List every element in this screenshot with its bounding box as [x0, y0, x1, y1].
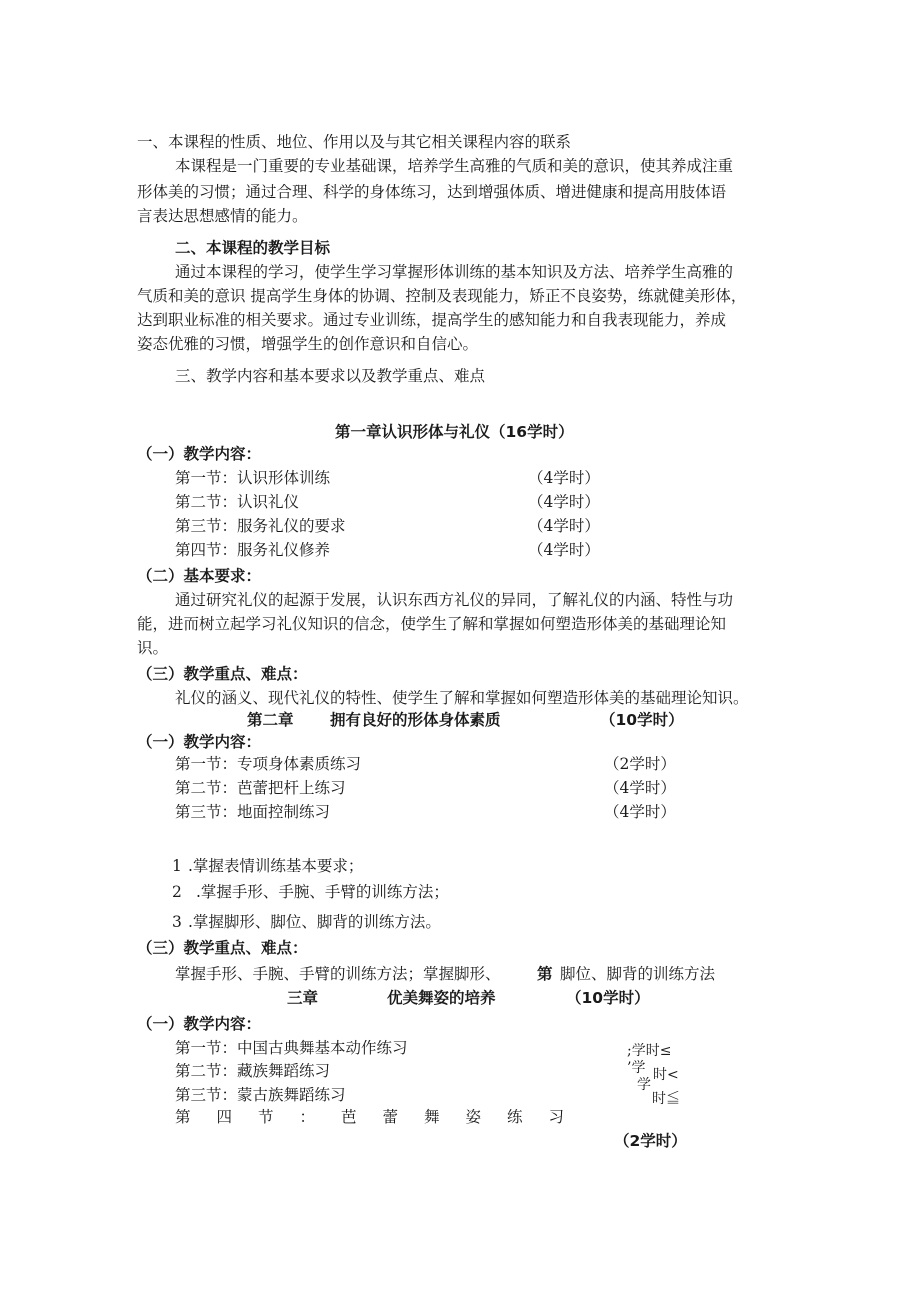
section-1-heading: 一、本课程的性质、地位、作用以及与其它相关课程内容的联系 [137, 133, 572, 151]
chapter-3-item-4-hours: （2学时） [614, 1132, 687, 1150]
chapter-1-item-hours: （4学时） [528, 517, 600, 535]
chapter-3-item: 第一节：中国古典舞基本动作练习 [175, 1039, 408, 1057]
chapter-2-content-label: （一）教学内容： [137, 733, 262, 751]
section-2-heading: 二、本课程的教学目标 [175, 239, 331, 257]
chapter-1-content-label: （一）教学内容： [137, 445, 262, 463]
chapter-1-item-hours: （4学时） [528, 541, 600, 559]
chapter-2-item: 第三节：地面控制练习 [175, 803, 331, 821]
chapter-1-req-line: 识。 [137, 639, 169, 657]
section-2-para-line: 达到职业标准的相关要求。通过专业训练，提高学生的感知能力和自我表现能力，养成 [137, 311, 727, 329]
chapter-3-content-label: （一）教学内容： [137, 1015, 262, 1033]
chapter-1-item-hours: （4学时） [528, 469, 600, 487]
section-3-heading: 三、教学内容和基本要求以及教学重点、难点 [175, 367, 486, 385]
chapter-2-title-number: 第二章 [247, 711, 294, 729]
chapter-2-item: 第二节：芭蕾把杆上练习 [175, 779, 346, 797]
chapter-2-req-text: .掌握表情训练基本要求； [188, 857, 364, 875]
chapter-3-title-number-part: 第 [537, 965, 553, 983]
chapter-2-req-text: .掌握手形、手腕、手臂的训练方法； [196, 883, 449, 901]
chapter-1-item: 第二节：认识礼仪 [175, 493, 300, 511]
chapter-1-req-label: （二）基本要求： [137, 567, 262, 585]
section-1-para-line: 本课程是一门重要的专业基础课，培养学生高雅的气质和美的意识，使其养成注重 [175, 157, 734, 175]
section-2-para-line: 气质和美的意识 提高学生身体的协调、控制及表现能力，矫正不良姿势，练就健美形体， [137, 287, 747, 305]
chapter-1-key-text: 礼仪的涵义、现代礼仪的特性、使学生了解和掌握如何塑造形体美的基础理论知识。 [175, 689, 749, 707]
chapter-1-item-hours: （4学时） [528, 493, 600, 511]
chapter-2-key-text: 掌握手形、手腕、手臂的训练方法；掌握脚形、 [175, 965, 501, 983]
chapter-1-item: 第三节：服务礼仪的要求 [175, 517, 346, 535]
chapter-1-req-line: 通过研究礼仪的起源于发展，认识东西方礼仪的异同，了解礼仪的内涵、特性与功 [175, 591, 734, 609]
chapter-3-item: 第二节：藏族舞蹈练习 [175, 1062, 331, 1080]
chapter-2-req-number: 2 [172, 883, 182, 901]
chapter-2-key-label: （三）教学重点、难点： [137, 939, 308, 957]
chapter-2-req-number: 1 [172, 857, 182, 875]
chapter-2-item: 第一节：专项身体素质练习 [175, 755, 362, 773]
chapter-3-title: 优美舞姿的培养 [387, 989, 496, 1007]
chapter-1-item: 第四节：服务礼仪修养 [175, 541, 331, 559]
garbled-hours-text: ’学 [627, 1060, 646, 1076]
chapter-3-title-number: 三章 [287, 989, 319, 1007]
chapter-2-req-text: .掌握脚形、脚位、脚背的训练方法。 [188, 913, 441, 931]
chapter-2-req-number: 3 [172, 913, 182, 931]
chapter-2-item-hours: （4学时） [604, 803, 676, 821]
chapter-3-item-4: 第四节：芭蕾舞姿练习 [175, 1108, 591, 1126]
garbled-hours-text: ;学时≤ [627, 1043, 672, 1059]
garbled-hours-text: 学 [637, 1077, 651, 1093]
chapter-1-item: 第一节：认识形体训练 [175, 469, 331, 487]
chapter-1-key-label: （三）教学重点、难点： [137, 665, 308, 683]
section-1-para-line: 形体美的习惯；通过合理、科学的身体练习，达到增强体质、增进健康和提高用肢体语 [137, 183, 727, 201]
section-2-para-line: 姿态优雅的习惯，增强学生的创作意识和自信心。 [137, 335, 479, 353]
garbled-hours-text: 时< [653, 1067, 679, 1083]
chapter-1-title: 第一章认识形体与礼仪（16学时） [335, 423, 574, 441]
chapter-3-title-hours: （10学时） [566, 989, 650, 1007]
section-2-para-line: 通过本课程的学习，使学生学习掌握形体训练的基本知识及方法、培养学生高雅的 [175, 263, 734, 281]
chapter-2-item-hours: （4学时） [604, 779, 676, 797]
chapter-1-req-line: 能，进而树立起学习礼仪知识的信念，使学生了解和掌握如何塑造形体美的基础理论知 [137, 615, 727, 633]
chapter-2-item-hours: （2学时） [604, 755, 676, 773]
section-1-para-line: 言表达思想感情的能力。 [137, 207, 308, 225]
chapter-2-title-hours: （10学时） [600, 711, 684, 729]
chapter-2-key-text: 脚位、脚背的训练方法 [560, 965, 716, 983]
chapter-3-item: 第三节：蒙古族舞蹈练习 [175, 1086, 346, 1104]
chapter-2-title: 拥有良好的形体身体素质 [330, 711, 501, 729]
garbled-hours-text: 时≦ [652, 1091, 680, 1107]
